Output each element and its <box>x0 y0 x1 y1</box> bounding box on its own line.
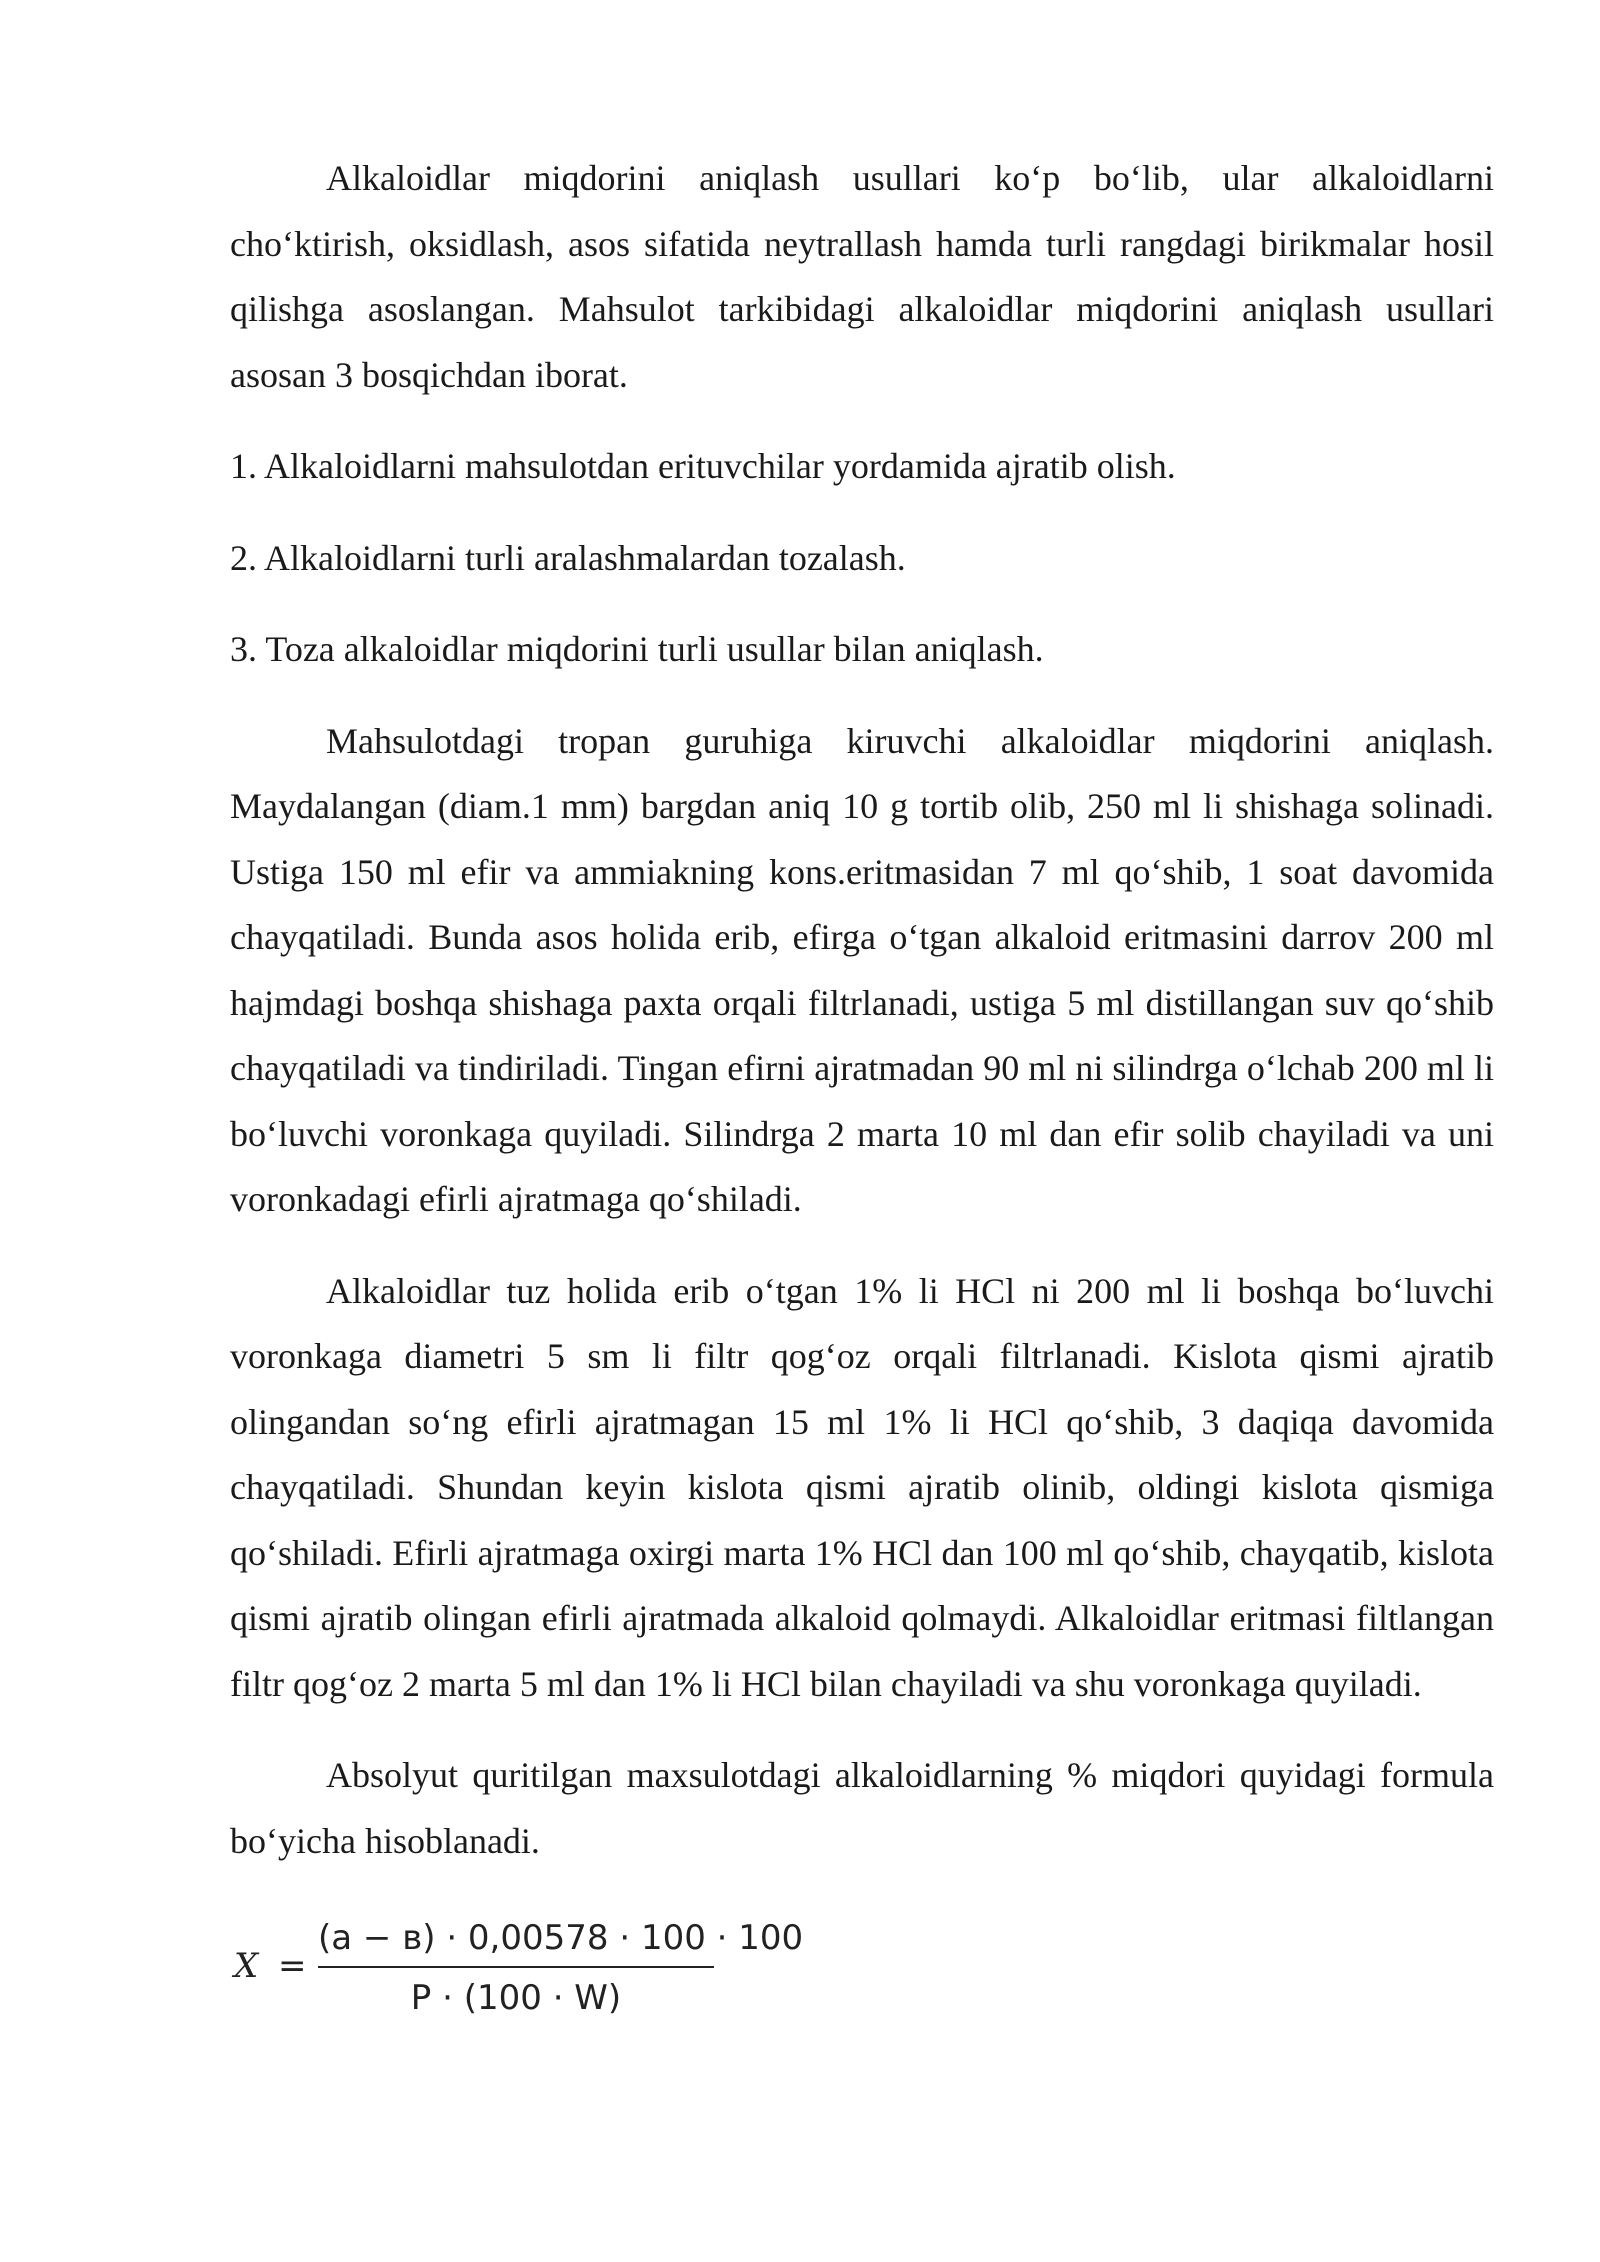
formula-fraction <box>318 1914 804 2022</box>
step-3: 3. Toza alkaloidlar miqdorini turli usullar bilan aniqlash. <box>230 629 1044 669</box>
formula-equals: = <box>278 1946 307 1986</box>
formula-lhs: X <box>234 1946 259 1986</box>
step-1: 1. Alkaloidlarni mahsulotdan erituvchilar yordamida ajratib olish. <box>230 446 1176 486</box>
fraction-bar <box>318 1966 714 1968</box>
formula-numerator: (a − в) · 0,00578 · 100 · 100 <box>318 1918 804 1958</box>
calculation-formula <box>234 1914 1494 2024</box>
formula-intro-paragraph: Absolyut quritilgan maxsulotdagi alkaloidlarning % miqdori quyidagi formula bo‘yicha hisoblanadi. <box>230 1755 1494 1861</box>
formula-denominator: P · (100 · W) <box>410 1978 622 2018</box>
tropan-method-paragraph: Mahsulotdagi tropan guruhiga kiruvchi alkaloidlar miqdorini aniqlash. Maydalangan (diam.1 mm) bargdan aniq 10 g tortib olib, 250 ml li shishaga solinadi. Ustiga 150 ml efir va ammiakning kons.eritmasidan 7 ml qo‘shib, 1 soat davomida chayqatiladi. Bunda asos holida erib, efirga o‘tgan alkaloid eritmasini darrov 200 ml hajmdagi boshqa shishaga paxta orqali filtrlanadi, ustiga 5 ml distillangan suv qo‘shib chayqatiladi va tindiriladi. Tingan efirni ajratmadan 90 ml ni silindrga o‘lchab 200 ml li bo‘luvchi voronkaga quyiladi. Silindrga 2 marta 10 ml dan efir solib chayiladi va uni voronkadagi efirli ajratmaga qo‘shiladi. <box>230 720 1494 1219</box>
document-body <box>230 146 1494 2024</box>
intro-paragraph: Alkaloidlar miqdorini aniqlash usullari ko‘p bo‘lib, ular alkaloidlarni cho‘ktirish, oksidlash, asos sifatida neytrallash hamda turli rangdagi birikmalar hosil qilishga asoslangan. Mahsulot tarkibidagi alkaloidlar miqdorini aniqlash usullari asosan 3 bosqichdan iborat. <box>230 158 1494 395</box>
step-2: 2. Alkaloidlarni turli aralashmalardan tozalash. <box>230 537 906 578</box>
acid-extraction-paragraph: Alkaloidlar tuz holida erib o‘tgan 1% li HCl ni 200 ml li boshqa bo‘luvchi voronkaga diametri 5 sm li filtr qog‘oz orqali filtrlanadi. Kislota qismi ajratib olingandan so‘ng efirli ajratmagan 15 ml 1% li HCl qo‘shib, 3 daqiqa davomida chayqatiladi. Shundan keyin kislota qismi ajratib olinib, oldingi kislota qismiga qo‘shiladi. Efirli ajratmaga oxirgi marta 1% HCl dan 100 ml qo‘shib, chayqatib, kislota qismi ajratib olingan efirli ajratmada alkaloid qolmaydi. Alkaloidlar eritmasi filtlangan filtr qog‘oz 2 marta 5 ml dan 1% li HCl bilan chayiladi va shu voronkaga quyiladi. <box>230 1270 1494 1704</box>
